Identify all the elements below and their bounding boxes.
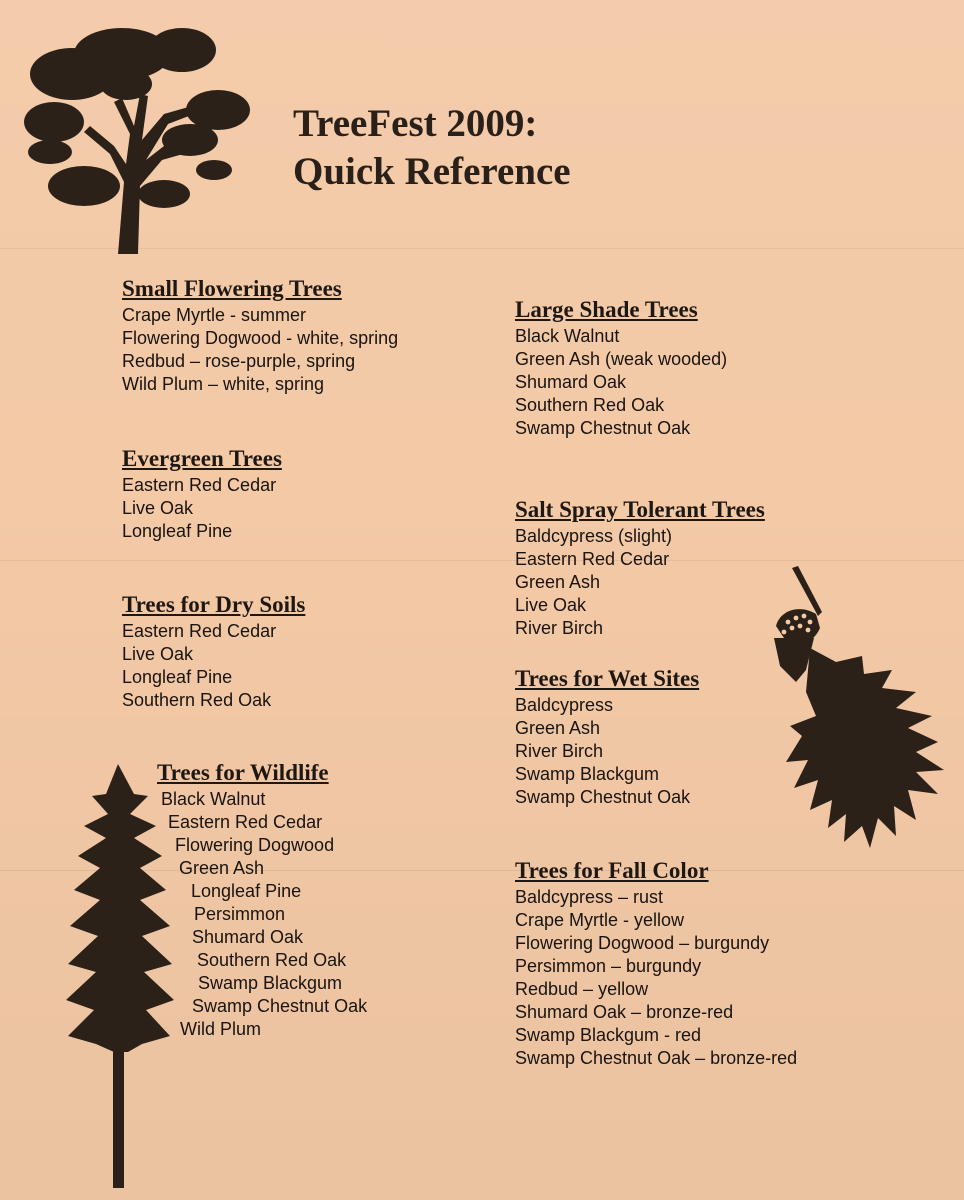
list-item: Baldcypress xyxy=(515,695,614,715)
section-evergreen-trees xyxy=(122,446,282,543)
page-title xyxy=(293,100,571,196)
list-item: Flowering Dogwood - white, spring xyxy=(122,328,399,348)
list-item: Green Ash xyxy=(179,858,265,878)
list-item: Live Oak xyxy=(122,644,194,664)
list-item: Swamp Blackgum xyxy=(198,973,343,993)
section-large-shade-trees xyxy=(515,297,727,440)
section-heading: Trees for Wet Sites xyxy=(515,666,700,691)
title-line-1: TreeFest 2009: xyxy=(293,102,538,145)
list-item: Longleaf Pine xyxy=(122,521,233,541)
list-item: Black Walnut xyxy=(161,789,266,809)
list-item: Black Walnut xyxy=(515,326,620,346)
list-item: Baldcypress – rust xyxy=(515,887,664,907)
list-item: Eastern Red Cedar xyxy=(515,549,670,569)
section-wildlife xyxy=(157,760,367,1041)
title-line-2: Quick Reference xyxy=(293,150,571,193)
list-item: Shumard Oak xyxy=(515,372,627,392)
section-heading: Small Flowering Trees xyxy=(122,276,342,301)
list-item: Swamp Blackgum - red xyxy=(515,1025,702,1045)
list-item: Longleaf Pine xyxy=(191,881,302,901)
list-item: River Birch xyxy=(515,741,604,761)
list-item: River Birch xyxy=(515,618,604,638)
list-item: Southern Red Oak xyxy=(197,950,347,970)
section-heading: Trees for Wildlife xyxy=(157,760,329,785)
list-item: Southern Red Oak xyxy=(515,395,665,415)
section-dry-soils xyxy=(122,592,305,712)
list-item: Eastern Red Cedar xyxy=(122,621,277,641)
list-item: Swamp Chestnut Oak xyxy=(515,418,691,438)
list-item: Wild Plum – white, spring xyxy=(122,374,325,394)
list-item: Green Ash xyxy=(515,718,601,738)
list-item: Green Ash (weak wooded) xyxy=(515,349,728,369)
oak-leaf-acorn-icon xyxy=(766,566,960,866)
section-heading: Trees for Fall Color xyxy=(515,858,709,883)
section-heading: Salt Spray Tolerant Trees xyxy=(515,497,765,522)
list-item: Flowering Dogwood xyxy=(175,835,335,855)
list-item: Wild Plum xyxy=(180,1019,262,1039)
list-item: Live Oak xyxy=(122,498,194,518)
list-item: Baldcypress (slight) xyxy=(515,526,673,546)
section-small-flowering-trees xyxy=(122,276,398,396)
list-item: Eastern Red Cedar xyxy=(122,475,277,495)
section-heading: Trees for Dry Soils xyxy=(122,592,306,617)
list-item: Longleaf Pine xyxy=(122,667,233,687)
list-item: Swamp Chestnut Oak xyxy=(515,787,691,807)
list-item: Flowering Dogwood – burgundy xyxy=(515,933,770,953)
list-item: Swamp Chestnut Oak xyxy=(192,996,368,1016)
list-item: Southern Red Oak xyxy=(122,690,272,710)
list-item: Persimmon – burgundy xyxy=(515,956,702,976)
list-item: Live Oak xyxy=(515,595,587,615)
list-item: Shumard Oak – bronze-red xyxy=(515,1002,734,1022)
list-item: Crape Myrtle - summer xyxy=(122,305,307,325)
list-item: Shumard Oak xyxy=(192,927,304,947)
list-item: Crape Myrtle - yellow xyxy=(515,910,685,930)
list-item: Eastern Red Cedar xyxy=(168,812,323,832)
list-item: Persimmon xyxy=(194,904,286,924)
list-item: Redbud – yellow xyxy=(515,979,649,999)
section-salt-spray-tolerant xyxy=(515,497,765,640)
section-fall-color xyxy=(515,858,797,1070)
oak-tree-icon xyxy=(14,14,254,256)
section-heading: Large Shade Trees xyxy=(515,297,698,322)
list-item: Redbud – rose-purple, spring xyxy=(122,351,356,371)
list-item: Swamp Blackgum xyxy=(515,764,660,784)
section-wet-sites xyxy=(515,666,699,809)
section-heading: Evergreen Trees xyxy=(122,446,282,471)
list-item: Swamp Chestnut Oak – bronze-red xyxy=(515,1048,798,1068)
list-item: Green Ash xyxy=(515,572,601,592)
